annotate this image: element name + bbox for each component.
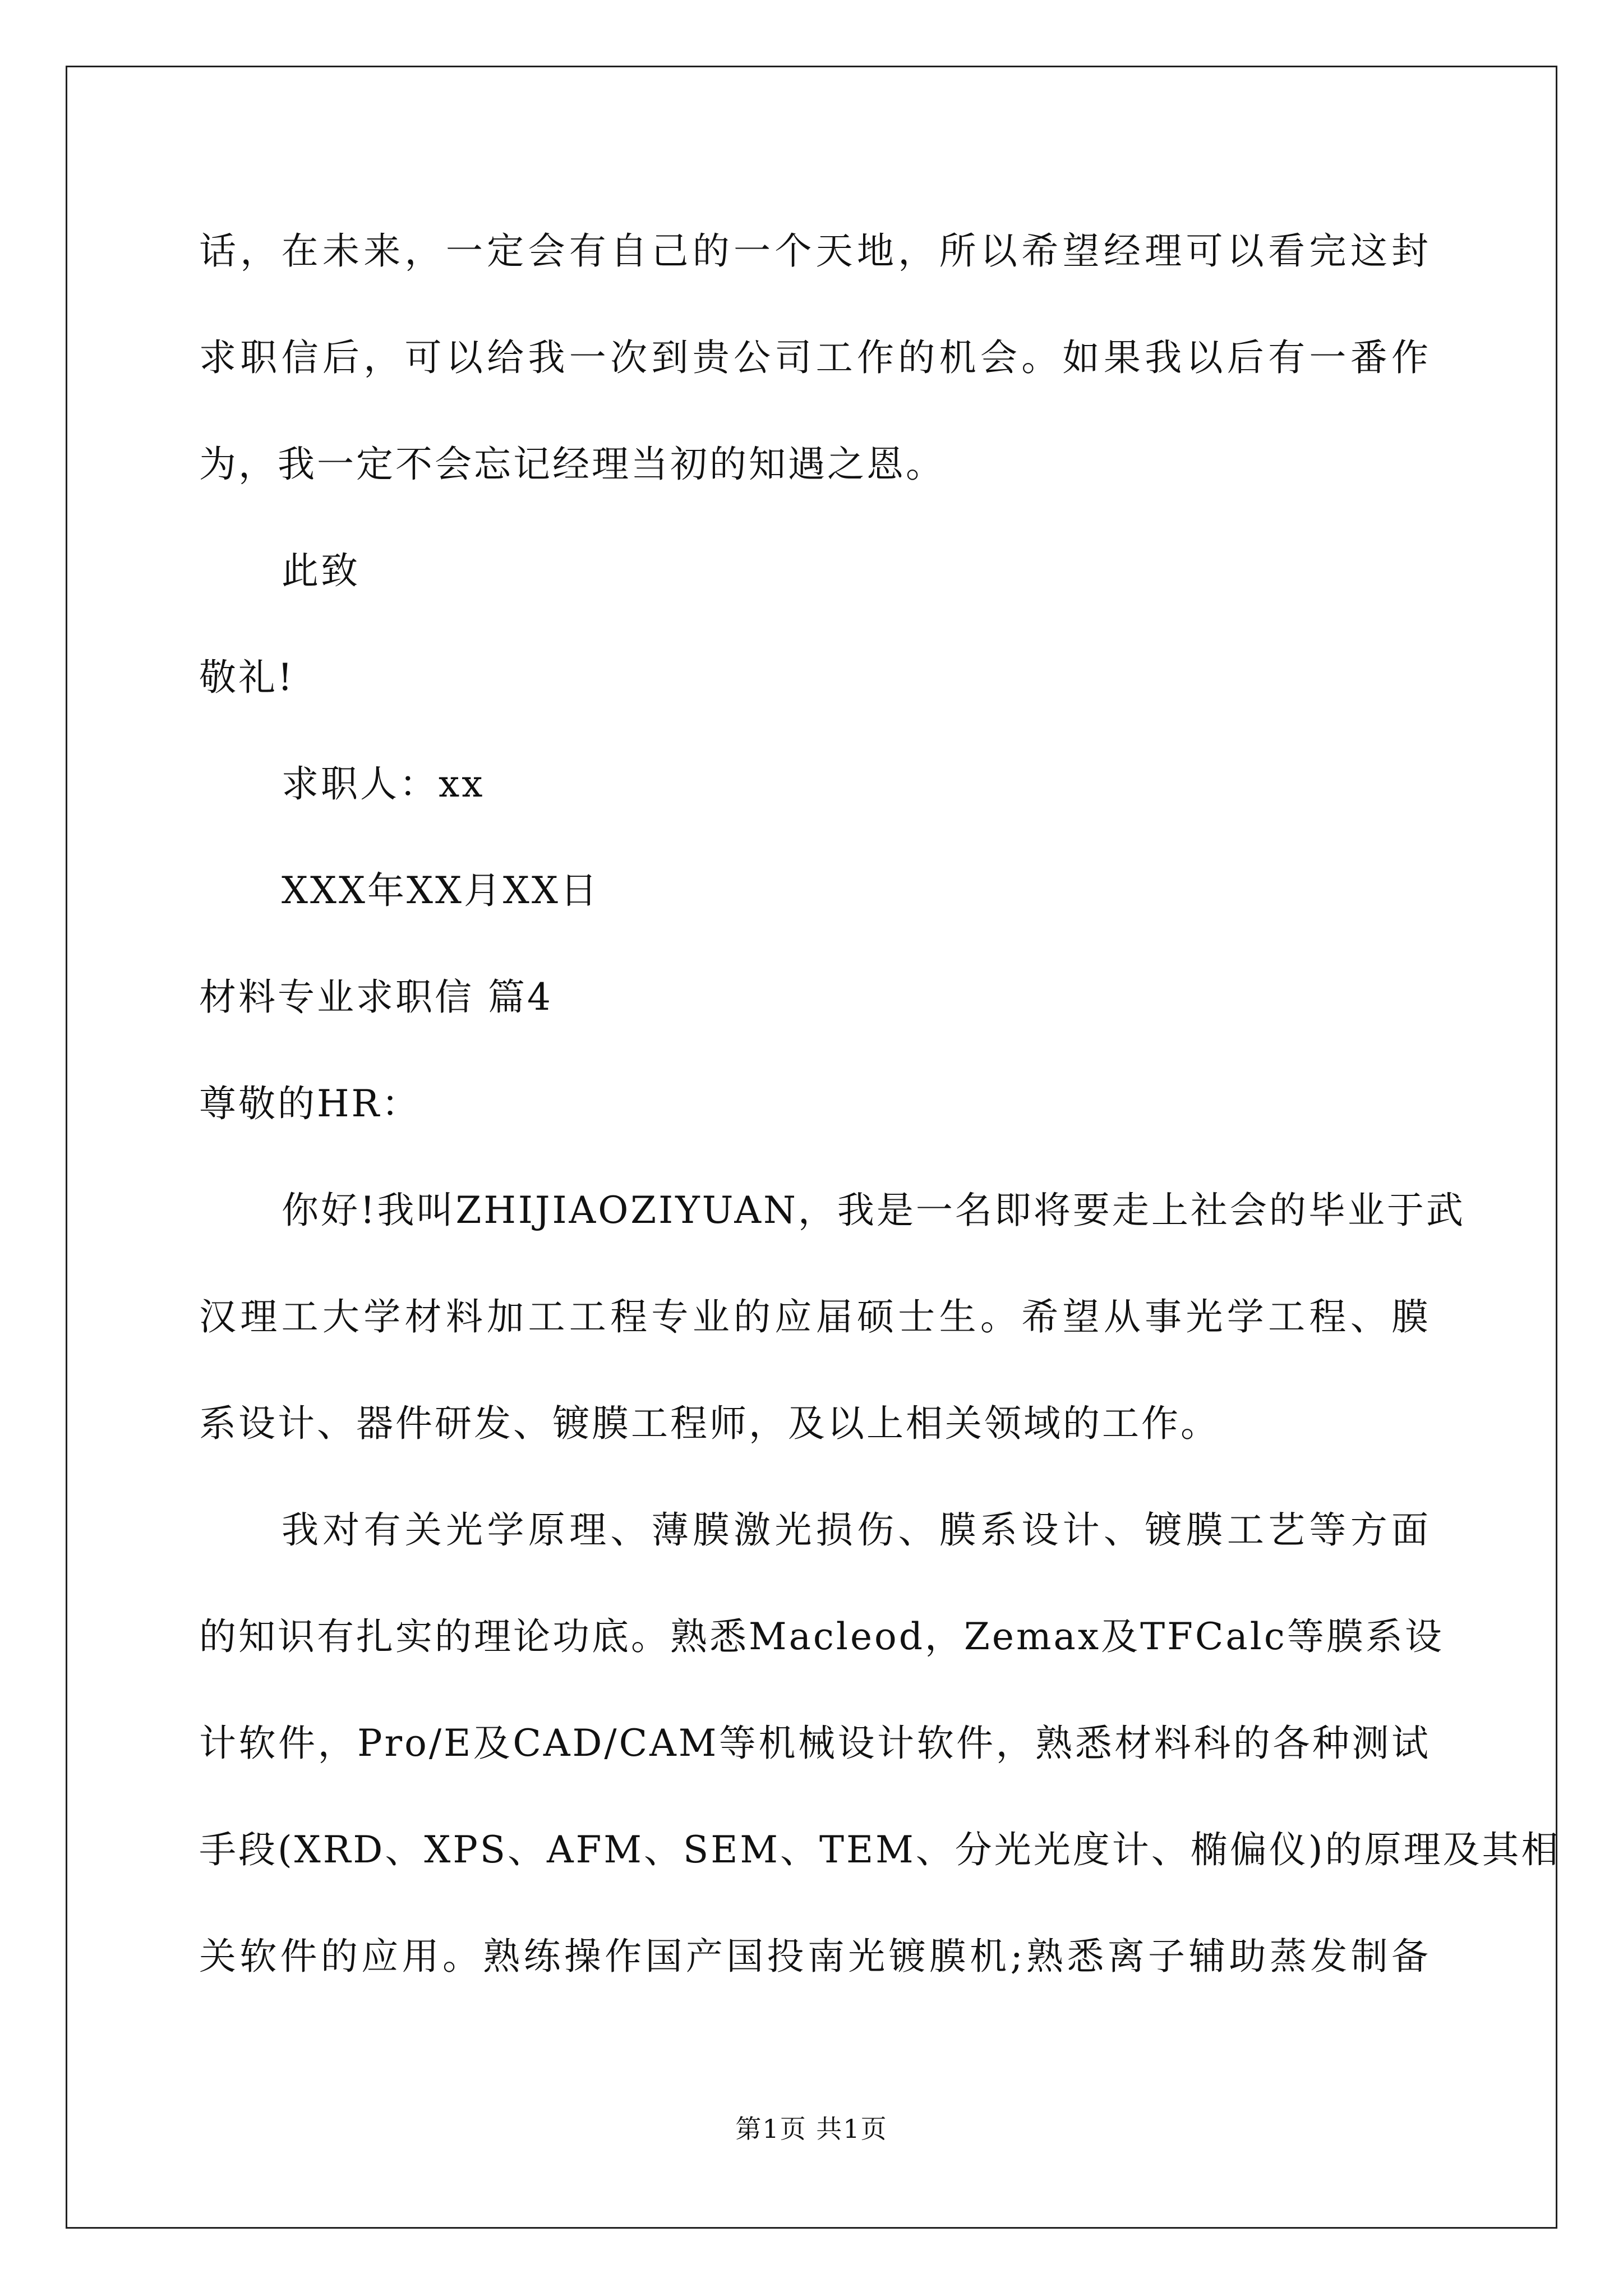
text-line: 为，我一定不会忘记经理当初的知遇之恩。 <box>199 443 945 486</box>
text-line: 你好!我叫ZHIJIAOZIYUAN，我是一名即将要走上社会的毕业于武 <box>282 1189 1465 1232</box>
closing-salutation: 此致 <box>282 549 360 592</box>
text-line: 的知识有扎实的理论功底。熟悉Macleod，Zemax及TFCalc等膜系设 <box>199 1615 1444 1658</box>
signature-date: XXX年XX月XX日 <box>282 869 600 912</box>
text-line: 计软件，Pro/E及CAD/CAM等机械设计软件，熟悉材料科的各种测试 <box>199 1722 1431 1765</box>
text-line: 汉理工大学材料加工工程专业的应届硕士生。希望从事光学工程、膜 <box>199 1295 1431 1338</box>
text-line: 求职信后，可以给我一次到贵公司工作的机会。如果我以后有一番作 <box>199 336 1431 379</box>
text-line: 系设计、器件研发、镀膜工程师，及以上相关领域的工作。 <box>199 1402 1220 1445</box>
text-line: 关软件的应用。熟练操作国产国投南光镀膜机;熟悉离子辅助蒸发制备 <box>199 1935 1431 1978</box>
greeting: 尊敬的HR： <box>199 1082 421 1125</box>
page-footer: 第1页 共1页 <box>735 2114 888 2144</box>
text-line: 手段(XRD、XPS、AFM、SEM、TEM、分光光度计、椭偏仪)的原理及其相 <box>199 1828 1561 1871</box>
signature-applicant: 求职人：xx <box>282 762 485 806</box>
text-line: 话，在未来，一定会有自己的一个天地，所以希望经理可以看完这封 <box>199 229 1431 273</box>
text-line: 我对有关光学原理、薄膜激光损伤、膜系设计、镀膜工艺等方面 <box>282 1508 1431 1552</box>
closing-respect: 敬礼! <box>199 656 295 699</box>
section-heading: 材料专业求职信 篇4 <box>199 976 553 1019</box>
